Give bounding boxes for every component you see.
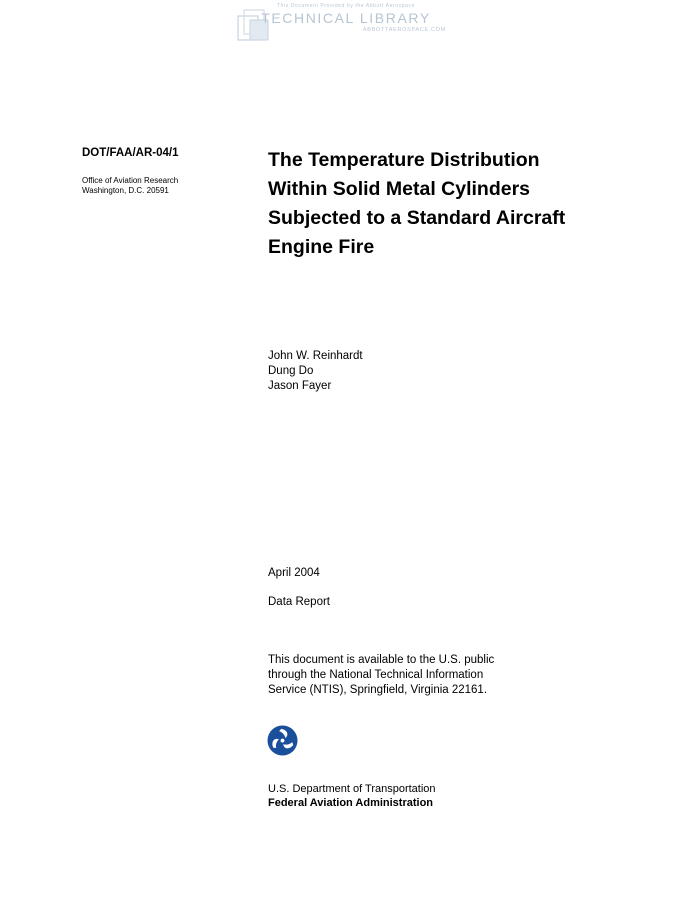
title-line: Subjected to a Standard Aircraft <box>268 207 566 229</box>
author-name: John W. Reinhardt <box>268 350 363 362</box>
technical-library-watermark <box>236 2 456 46</box>
watermark-url: ABBOTTAEROSPACE.COM <box>362 27 446 33</box>
office-address <box>82 176 178 196</box>
department-name: U.S. Department of Transportation <box>268 783 436 795</box>
office-city: Washington, D.C. 20591 <box>82 186 169 195</box>
report-type: Data Report <box>268 596 331 608</box>
office-name: Office of Aviation Research <box>82 176 179 185</box>
availability-line: Service (NTIS), Springfield, Virginia 22161. <box>268 684 488 696</box>
author-name: Jason Fayer <box>268 380 332 392</box>
report-number: DOT/FAA/AR-04/1 <box>82 147 179 159</box>
document-title <box>268 146 678 262</box>
title-line: The Temperature Distribution <box>268 149 540 171</box>
department-block <box>268 782 436 810</box>
availability-line: through the National Technical Information <box>268 669 484 681</box>
author-list <box>268 349 363 394</box>
title-line: Engine Fire <box>268 236 375 258</box>
availability-statement <box>268 653 494 698</box>
availability-line: This document is available to the U.S. public <box>268 654 495 666</box>
author-name: Dung Do <box>268 365 314 377</box>
watermark-title: TECHNICAL LIBRARY <box>261 10 431 26</box>
agency-name: Federal Aviation Administration <box>268 797 434 809</box>
title-line: Within Solid Metal Cylinders <box>268 178 531 200</box>
dot-triskelion-icon <box>267 725 298 756</box>
publication-date: April 2004 <box>268 567 320 579</box>
watermark-provided-by: This Document Provided by the Abbott Aerospace <box>277 3 415 9</box>
